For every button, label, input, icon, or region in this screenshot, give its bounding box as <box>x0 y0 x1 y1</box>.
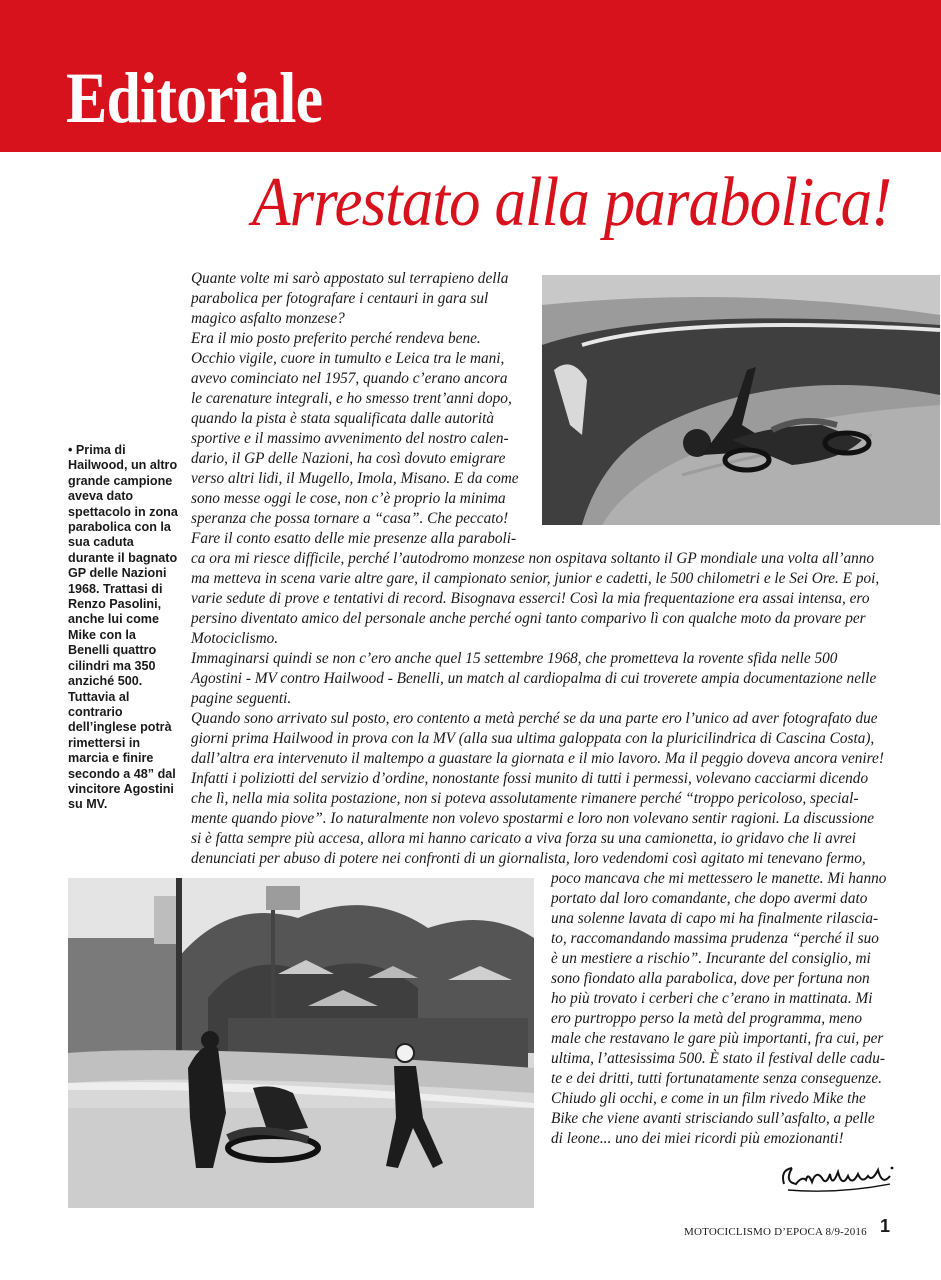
page-number: 1 <box>880 1216 891 1236</box>
footer-magazine: MOTOCICLISMO D’EPOCA 8/9-2016 <box>684 1226 867 1238</box>
article-line: magico asfalto monzese? <box>191 310 345 327</box>
article-line: te e dei dritti, tutti fortunatamente senza conseguenze. <box>551 1070 882 1087</box>
photo-caption: • Prima di Hailwood, un altro grande campione aveva dato spettacolo in zona parabolica con la sua caduta durante il bagnato GP delle Nazioni 1968. Trattasi di Renzo Pasolini, anche lui come Mike con la Benelli quattro cilindri ma 350 anziché 500. Tuttavia al contrario dell’inglese potrà rimettersi in marcia e finire secondo a 48” dal vincitore Agostini su MV. <box>68 443 178 812</box>
article-line: persino diventato amico del personale anche perché ogni tanto comparivo lì con qualche moto da provare per <box>191 610 866 627</box>
article-line: to, raccomandando massima prudenza “perché il suo <box>551 930 879 947</box>
article-line: ma metteva in scena varie altre gare, il campionato senior, junior e cadetti, le 500 chilometri e le Sei Ore. E poi, <box>191 570 880 587</box>
article-line: di leone... uno dei miei ricordi più emozionanti! <box>551 1130 844 1147</box>
article-line: Agostini - MV contro Hailwood - Benelli, un match al cardiopalma di cui troverete ampia documentazione nelle <box>191 670 877 687</box>
article-line: sono fiondato alla parabolica, dove per fortuna non <box>551 970 870 987</box>
article-line: verso altri lidi, il Mugello, Imola, Misano. E da come <box>191 470 519 487</box>
article-line: portato dal loro comandante, che dopo avermi dato <box>551 890 868 907</box>
article-line: Bike che viene avanti strisciando sull’asfalto, a pelle <box>551 1110 875 1127</box>
article-line: una solenne lavata di capo mi ha finalmente rilascia- <box>551 910 879 927</box>
article-line: sportive e il massimo avvenimento del nostro calen- <box>191 430 509 447</box>
article-line: quando la pista è stata squalificata dalle autorità <box>191 410 494 427</box>
article-line: denunciati per abuso di potere nei confronti di un giornalista, loro vedendomi così agitato mi tenevano fermo, <box>191 850 866 867</box>
article-line: varie sedute di prove e tentativi di record. Bisognava esserci! Così la mia frequentazione era assai intensa, ero <box>191 590 870 607</box>
article-line: Fare il conto esatto delle mie presenze alla paraboli- <box>191 530 517 547</box>
article-line: dario, il GP delle Nazioni, ha così dovuto emigrare <box>191 450 506 467</box>
section-title: Editoriale <box>66 58 323 138</box>
article-line: mente quando piove”. Io naturalmente non volevo spostarmi e loro non volevano sentir ragioni. La discussione <box>191 810 875 827</box>
article-line: Era il mio posto preferito perché rendeva bene. <box>191 330 481 347</box>
article-headline: Arrestato alla parabolica! <box>251 164 891 241</box>
article-line: è un mestiere a rischio”. Incurante del consiglio, mi <box>551 950 871 967</box>
article-line: Infatti i poliziotti del servizio d’ordine, nonostante fossi munito di tutti i permessi, volevano cacciarmi dicendo <box>191 770 869 787</box>
article-line: le carenature integrali, e ho smesso trent’anni dopo, <box>191 390 512 407</box>
author-signature <box>778 1158 898 1198</box>
article-line: poco mancava che mi mettessero le manette. Mi hanno <box>551 870 887 887</box>
article-line: ultima, l’attesissima 500. È stato il festival delle cadu- <box>551 1050 885 1067</box>
article-line: giorni prima Hailwood in prova con la MV (alla sua ultima galoppata con la pluricilindrica di Cascina Costa), <box>191 730 875 747</box>
article-line: Quante volte mi sarò appostato sul terrapieno della <box>191 270 509 287</box>
article-line: ho più trovato i cerberi che c’erano in mattinata. Mi <box>551 990 873 1007</box>
article-line: si è fatta sempre più accesa, allora mi hanno caricato a viva forza su una camionetta, io gridavo che li avrei <box>191 830 857 847</box>
article-line: che lì, nella mia solita postazione, non si poteva assolutamente rimanere perché “troppo pericoloso, special- <box>191 790 859 807</box>
article-line: pagine seguenti. <box>191 690 292 707</box>
article-line: parabolica per fotografare i centauri in gara sul <box>191 290 489 307</box>
article-line: ca ora mi riesce difficile, perché l’autodromo monzese non ospitava soltanto il GP mondiale una volta all’anno <box>191 550 875 567</box>
article-line: male che restavano le gare più importanti, fra cui, per <box>551 1030 884 1047</box>
article-line: sono messe oggi le cose, non c’è proprio la minima <box>191 490 506 507</box>
photo-crash-scene <box>68 878 534 1208</box>
article-line: Occhio vigile, cuore in tumulto e Leica tra le mani, <box>191 350 505 367</box>
article-line: dall’altra era intervenuto il maltempo a guastare la giornata e il mio lavoro. Ma il peggio doveva ancora venire! <box>191 750 884 767</box>
article-line: speranza che possa tornare a “casa”. Che peccato! <box>191 510 509 527</box>
article-line: ero purtroppo perso la metà del programma, meno <box>551 1010 863 1027</box>
photo-rider-crash <box>542 275 940 525</box>
article-line: Immaginarsi quindi se non c’ero anche quel 15 settembre 1968, che prometteva la rovente sfida nelle 500 <box>191 650 838 667</box>
article-line: Chiudo gli occhi, e come in un film rivedo Mike the <box>551 1090 866 1107</box>
article-line: Quando sono arrivato sul posto, ero contento a metà perché se da una parte ero l’unico ad aver fotografato due <box>191 710 878 727</box>
article-line: avevo cominciato nel 1957, quando c’erano ancora <box>191 370 508 387</box>
article-line: Motociclismo. <box>191 630 279 647</box>
